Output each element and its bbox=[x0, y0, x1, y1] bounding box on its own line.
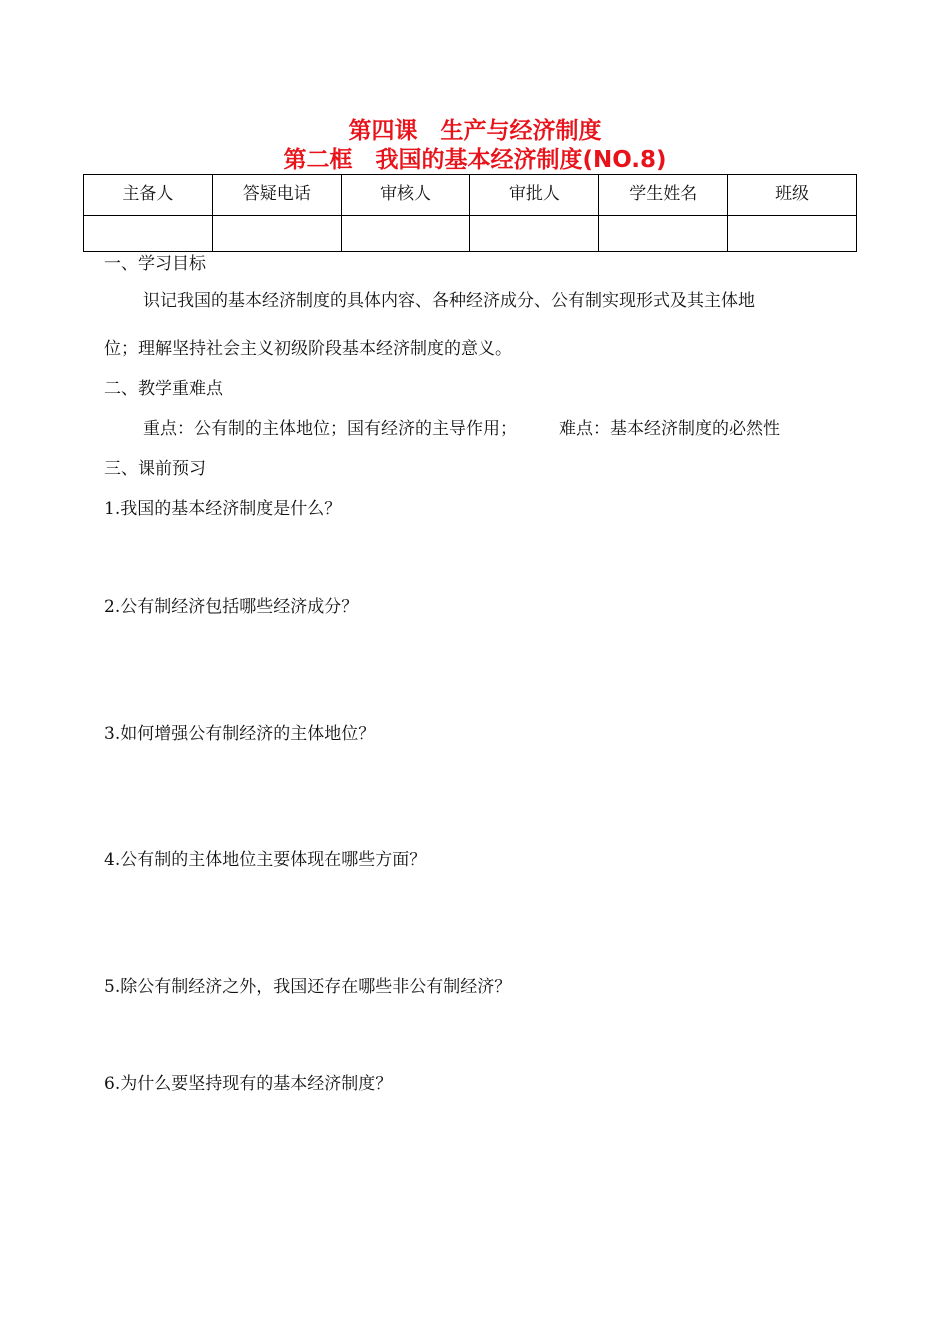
objectives-line1: 识记我国的基本经济制度的具体内容、各种经济成分、公有制实现形式及其主体地 bbox=[143, 291, 755, 311]
header-reviewer: 审核人 bbox=[341, 175, 470, 216]
header-phone: 答疑电话 bbox=[212, 175, 341, 216]
question-6: 6.为什么要坚持现有的基本经济制度？ bbox=[104, 1074, 393, 1094]
header-approver: 审批人 bbox=[470, 175, 599, 216]
value-preparer[interactable] bbox=[84, 216, 213, 252]
header-student-name: 学生姓名 bbox=[599, 175, 728, 216]
header-class: 班级 bbox=[728, 175, 857, 216]
value-phone[interactable] bbox=[212, 216, 341, 252]
value-class[interactable] bbox=[728, 216, 857, 252]
objectives-line2: 位；理解坚持社会主义初级阶段基本经济制度的意义。 bbox=[104, 339, 512, 359]
key-difficult-points bbox=[143, 418, 780, 440]
question-4: 4.公有制的主体地位主要体现在哪些方面？ bbox=[104, 850, 427, 870]
section3-heading: 三、课前预习 bbox=[104, 459, 206, 479]
header-preparer: 主备人 bbox=[84, 175, 213, 216]
key-point-text: 重点：公有制的主体地位；国有经济的主导作用； bbox=[143, 419, 517, 439]
value-student-name[interactable] bbox=[599, 216, 728, 252]
lesson-title: 第四课 生产与经济制度 bbox=[348, 118, 602, 144]
question-1: 1.我国的基本经济制度是什么？ bbox=[104, 499, 342, 519]
info-table-header-row bbox=[84, 175, 857, 216]
value-reviewer[interactable] bbox=[341, 216, 470, 252]
question-5: 5.除公有制经济之外，我国还存在哪些非公有制经济？ bbox=[104, 977, 512, 997]
section2-heading: 二、教学重难点 bbox=[104, 379, 223, 399]
question-3: 3.如何增强公有制经济的主体地位？ bbox=[104, 724, 376, 744]
section-title: 第二框 我国的基本经济制度(NO.8) bbox=[283, 147, 667, 173]
difficult-point-text: 难点：基本经济制度的必然性 bbox=[559, 419, 780, 439]
value-approver[interactable] bbox=[470, 216, 599, 252]
question-2: 2.公有制经济包括哪些经济成分？ bbox=[104, 597, 359, 617]
info-table-value-row bbox=[84, 216, 857, 252]
info-table bbox=[83, 174, 857, 252]
section1-heading: 一、学习目标 bbox=[104, 254, 206, 274]
